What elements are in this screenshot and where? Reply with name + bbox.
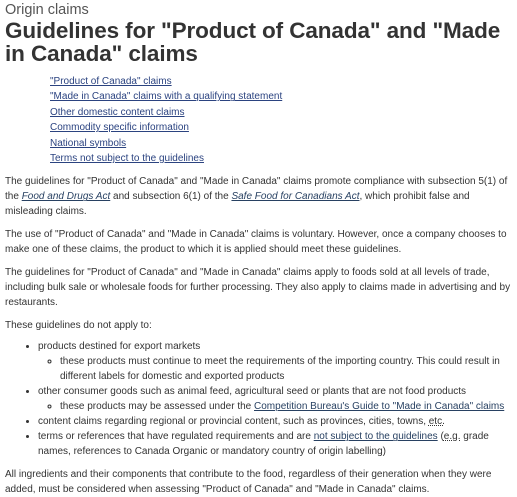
sub-list [38, 354, 513, 384]
sub-list [38, 399, 513, 414]
toc-link-made-in-canada[interactable]: "Made in Canada" claims with a qualifying statement [50, 91, 283, 103]
list-item [38, 429, 513, 459]
intro-text-3: , which prohibit false and misleading claims. [5, 191, 470, 218]
list-item-text-paren: ( [437, 431, 444, 443]
sub-list-item-text: these products may be assessed under the [60, 401, 255, 413]
voluntary-paragraph: The use of "Product of Canada" and "Made in Canada" claims is voluntary. However, once a company chooses to make one of these claims, the product to which it is applied should meet these guidelines. [5, 229, 507, 256]
toc-link-national-symbols[interactable]: National symbols [50, 137, 127, 149]
list-item [38, 339, 513, 384]
apply-paragraph: The guidelines for "Product of Canada" and "Made in Canada" claims apply to foods sold at all levels of trade, including bulk sale or wholesale foods for further processing. They also apply to claims made in advertising and by restaurants. [5, 267, 511, 309]
list-item [38, 384, 513, 414]
safe-food-act-link[interactable] [231, 191, 359, 202]
page-title: Guidelines for "Product of Canada" and "Made in Canada" claims [5, 18, 501, 66]
etc-abbreviation: etc. [428, 416, 445, 428]
toc-item [50, 89, 513, 104]
toc-item [50, 105, 513, 120]
toc-item [50, 120, 513, 135]
sub-list-item: ◦ these products must continue to meet the requirements of the importing country. This could result in different labels for domestic and exported products [60, 354, 513, 384]
food-and-drugs-act-link[interactable] [22, 191, 111, 202]
section-label: Origin claims [5, 2, 89, 18]
exclusions-list [5, 339, 513, 459]
toc-link-product-of-canada[interactable]: "Product of Canada" claims [50, 76, 172, 87]
list-item-text-suffix: grade names, references to Canada Organic or mandatory country of origin labelling) [38, 431, 489, 458]
not-apply-heading: These guidelines do not apply to: [5, 320, 152, 332]
toc-item [50, 74, 513, 89]
not-subject-to-guidelines-link[interactable]: not subject to the guidelines [313, 431, 438, 443]
intro-text-2: and subsection 6(1) of the [110, 191, 232, 203]
sub-list-item [60, 399, 513, 414]
table-of-contents [50, 74, 513, 166]
toc-link-terms-not-subject[interactable]: Terms not subject to the guidelines [50, 153, 204, 165]
toc-item [50, 151, 513, 166]
competition-bureau-guide-link[interactable]: Competition Bureau's Guide to "Made in Canada" claims [254, 401, 505, 413]
toc-item [50, 136, 513, 151]
intro-text-1: The guidelines for "Product of Canada" and "Made in Canada" claims promote compliance with subsection 5(1) of the [5, 176, 508, 203]
list-item-text: products destined for export markets [38, 341, 201, 353]
page-content [5, 0, 513, 497]
toc-link-commodity[interactable]: Commodity specific information [50, 122, 189, 134]
intro-paragraph [5, 174, 513, 219]
safe-food-act-title: Safe Food for Canadians Act [231, 191, 360, 203]
closing-paragraph: All ingredients and their components that contribute to the food, regardless of their generation when they were added, must be considered when assessing "Product of Canada" and "Made in Canada" claims. [5, 469, 492, 496]
list-item-text: other consumer goods such as animal feed, agricultural seed or plants that are not food products [38, 386, 467, 398]
toc-link-other-domestic[interactable]: Other domestic content claims [50, 106, 185, 118]
food-and-drugs-act-title: Food and Drugs Act [21, 191, 111, 203]
list-item-text: content claims regarding regional or provincial content, such as provinces, cities, towns, [38, 416, 429, 428]
eg-abbreviation: e.g. [443, 431, 461, 443]
list-item [38, 414, 513, 429]
list-item-text: terms or references that have regulated requirements and are [38, 431, 314, 443]
